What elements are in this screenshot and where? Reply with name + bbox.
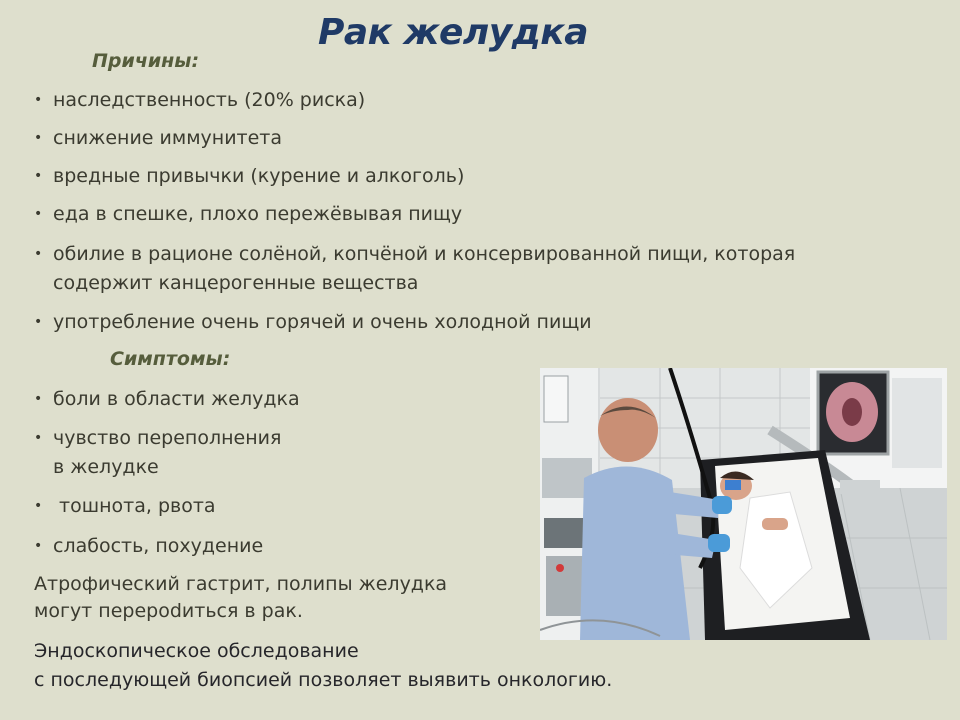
cause-text-continued: содержит канцерогенные вещества bbox=[53, 272, 419, 294]
cause-text: обилие в рационе солёной, копчёной и консервированной пищи, которая bbox=[53, 243, 796, 265]
bullet-icon: • bbox=[34, 498, 43, 514]
causes-heading: Причины: bbox=[92, 50, 200, 72]
bullet-icon: • bbox=[34, 246, 43, 262]
cause-text: еда в спешке, плохо пережёвывая пищу bbox=[53, 203, 463, 225]
cause-text: снижение иммунитета bbox=[53, 127, 283, 149]
slide-title: Рак желудка bbox=[318, 12, 589, 53]
bullet-icon: • bbox=[34, 314, 43, 330]
note-line-1: Атрофический гастрит, полипы желудка bbox=[34, 573, 448, 595]
bullet-icon: • bbox=[34, 391, 43, 407]
endoscopy-photo bbox=[540, 368, 947, 640]
bullet-icon: • bbox=[34, 538, 43, 554]
bullet-icon: • bbox=[34, 430, 43, 446]
endoscopy-illustration bbox=[540, 368, 947, 640]
symptom-text: слабость, похудение bbox=[53, 535, 264, 557]
symptom-text-continued: в желудке bbox=[53, 456, 159, 478]
symptom-text: боли в области желудка bbox=[53, 388, 300, 410]
bullet-icon: • bbox=[34, 168, 43, 184]
cause-text: употребление очень горячей и очень холодной пищи bbox=[53, 311, 592, 333]
bullet-icon: • bbox=[34, 206, 43, 222]
symptoms-heading: Симптомы: bbox=[110, 348, 231, 370]
cause-text: наследственность (20% риска) bbox=[53, 89, 366, 111]
cause-text: вредные привычки (курение и алкоголь) bbox=[53, 165, 465, 187]
bullet-icon: • bbox=[34, 92, 43, 108]
symptom-text: чувство переполнения bbox=[53, 427, 282, 449]
note-line-2: могут перероdиться в рак. bbox=[34, 600, 303, 622]
conclusion-line-1: Эндоскопическое обследование bbox=[34, 640, 359, 662]
bullet-icon: • bbox=[34, 130, 43, 146]
conclusion-line-2: с последующей биопсией позволяет выявить онкологию. bbox=[34, 669, 613, 691]
symptom-text: тошнота, рвота bbox=[53, 495, 216, 517]
